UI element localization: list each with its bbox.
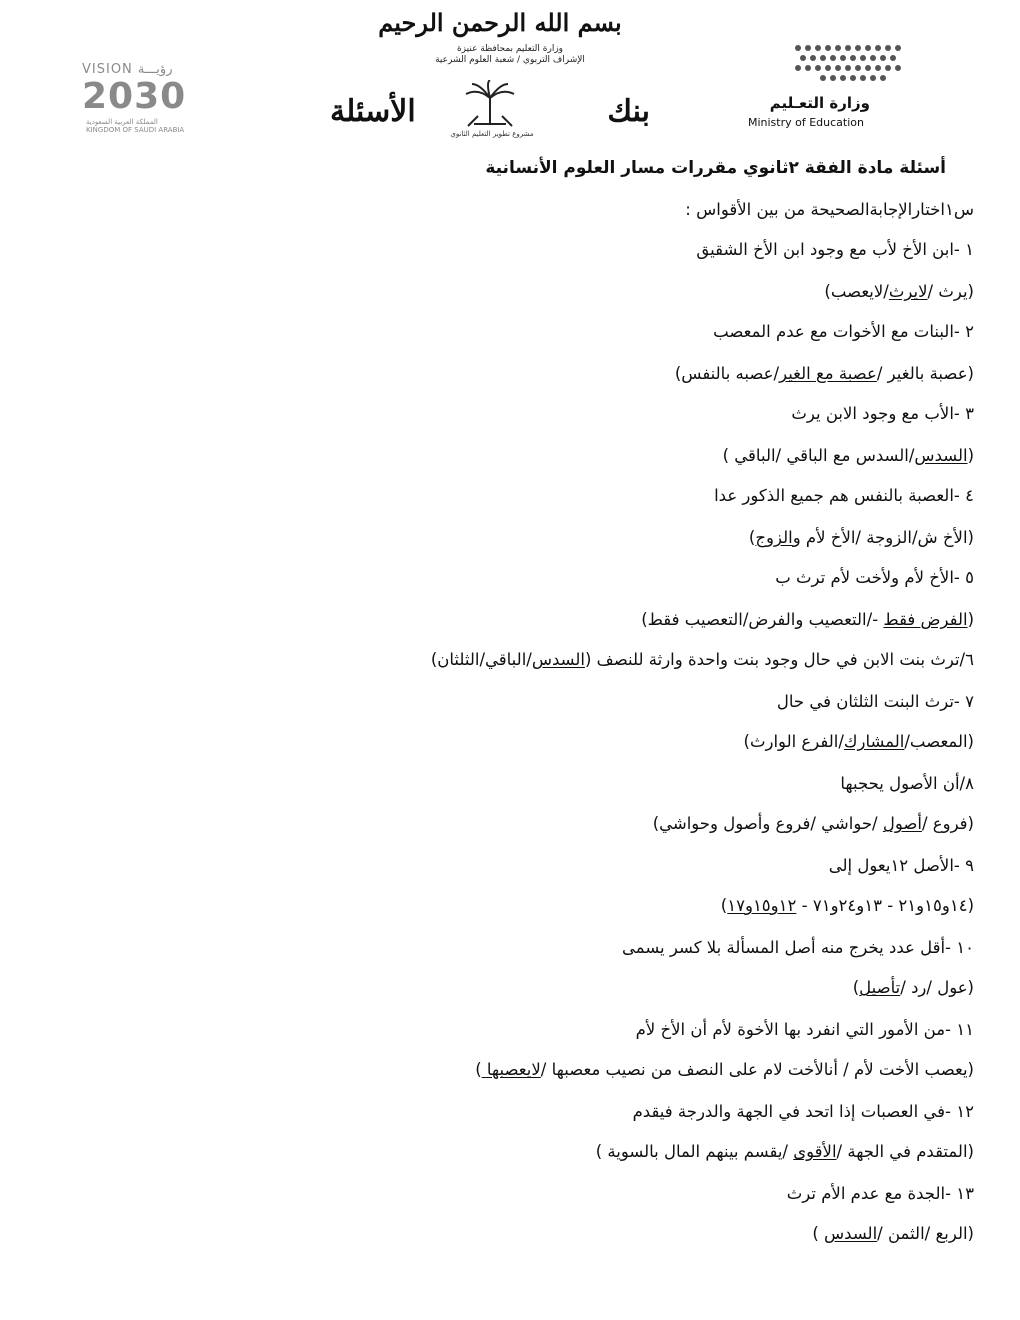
question-line [775, 568, 974, 587]
vision-year: 2030 [82, 76, 187, 117]
correct-answer: السدس [824, 1224, 878, 1243]
line-text: /لايعصب) [824, 282, 889, 301]
basmala: بسم الله الرحمن الرحيم [378, 8, 622, 37]
question-line [791, 404, 974, 423]
correct-answer: الزوج [755, 528, 793, 547]
organization-info [390, 44, 630, 66]
line-text: (المعصب/ [904, 732, 974, 751]
correct-answer: الفرض فقط [883, 610, 968, 629]
vision-country-ar: المملكة العربية السعودية [86, 118, 158, 126]
line-text: ١٠ -أقل عدد يخرج منه أصل المسألة بلا كسر يسمى [622, 938, 974, 957]
question-line [721, 896, 974, 915]
line-text: ٩ -الأصل ١٢يعول إلى [828, 856, 974, 875]
line-text: ) [812, 1224, 825, 1243]
line-text: ١١ -من الأمور التي انفرد بها الأخوة لأم أن الأخ لأم [635, 1020, 974, 1039]
question-line [853, 978, 974, 997]
line-text: ٤ -العصبة بالنفس هم جميع الذكور عدا [714, 486, 974, 505]
line-text: ٣ -الأب مع وجود الابن يرث [791, 404, 974, 423]
correct-answer: المشارك [843, 732, 905, 751]
line-text: -/التعصيب والفرض/التعصيب فقط) [641, 610, 884, 629]
ministry-dots-icon [790, 40, 905, 90]
line-text: س١اختارالإجابةالصحيحة من بين الأقواس : [685, 200, 974, 219]
line-text: (الأخ ش/الزوجة /الأخ لأم و [792, 528, 974, 547]
question-line [723, 446, 974, 465]
question-line [475, 1060, 974, 1079]
line-text: (عصبة بالغير / [876, 364, 974, 383]
question-line [777, 692, 974, 711]
line-text: /السدس مع الباقي /الباقي ) [722, 446, 915, 465]
bank-word: بنك [607, 94, 650, 129]
line-text: ) [720, 896, 728, 915]
line-text: (المتقدم في الجهة / [836, 1142, 974, 1161]
line-text: (يرث / [927, 282, 974, 301]
line-text: ) [852, 978, 860, 997]
project-line: مشروع تطوير التعليم الثانوي [450, 130, 534, 138]
org-line-2: الإشراف التربوي / شعبة العلوم الشرعية [435, 55, 585, 65]
correct-answer: السدس [531, 650, 585, 669]
correct-answer: لايرث [888, 282, 928, 301]
question-line [696, 240, 974, 259]
correct-answer: ١٢و١٥و١٧ [727, 896, 797, 915]
org-line-1: وزارة التعليم بمحافظة عنيزة [456, 44, 564, 54]
correct-answer: أصول [882, 814, 922, 833]
question-line [675, 364, 974, 383]
line-text: ( [967, 610, 974, 629]
line-text: ) [748, 528, 756, 547]
correct-answer: السدس [914, 446, 968, 465]
question-line [714, 486, 974, 505]
ministry-name-arabic: وزارة التعـليم [769, 94, 870, 112]
question-line [812, 1224, 974, 1243]
question-line [744, 732, 974, 751]
line-text: /عصبه بالنفس) [674, 364, 780, 383]
line-text: ) [475, 1060, 482, 1079]
line-text: ١٢ -في العصبات إذا اتحد في الجهة والدرجة فيقدم [632, 1102, 974, 1121]
question-line [636, 1020, 974, 1039]
line-text: ٢ -البنات مع الأخوات مع عدم المعصب [713, 322, 974, 341]
question-line [431, 650, 974, 669]
ministry-logo [730, 40, 910, 135]
document-title: أسئلة مادة الفقة ٢ثانوي مقررات مسار العلوم الأنسانية [485, 158, 946, 178]
question-line [641, 610, 974, 629]
question-bank-logo [330, 80, 650, 150]
palm-tree-icon [460, 80, 520, 128]
line-text: (١٤و١٥و٢١ - ١٣و٢٤و٧١ - [796, 896, 974, 915]
line-text: ٨/أن الأصول يحجبها [840, 774, 974, 793]
question-line [713, 322, 974, 341]
correct-answer: عصبة مع الغير [779, 364, 877, 383]
ministry-name-english: Ministry of Education [747, 116, 864, 129]
line-text: ١ -ابن الأخ لأب مع وجود ابن الأخ الشقيق [696, 240, 974, 259]
question-line [622, 938, 974, 957]
correct-answer: تأصيل [859, 978, 901, 997]
question-line [824, 282, 974, 301]
vision-label: VISION رؤيـــة [82, 62, 173, 77]
line-text: ( [967, 446, 974, 465]
line-text: ٥ -الأخ لأم ولأخت لأم ترث ب [775, 568, 974, 587]
line-text: /يقسم بينهم المال بالسوية ) [595, 1142, 794, 1161]
line-text: /حواشي /فروع وأصول وحواشي) [652, 814, 883, 833]
question-line [787, 1184, 974, 1203]
question-line [840, 774, 974, 793]
line-text: (فروع / [921, 814, 974, 833]
line-text: (عول /رد / [900, 978, 974, 997]
line-text: (الربع /الثمن / [877, 1224, 974, 1243]
line-text: /الباقي/الثلثان) [430, 650, 532, 669]
correct-answer: لايعصبها [481, 1060, 541, 1079]
question-line [596, 1142, 974, 1161]
question-line [633, 1102, 974, 1121]
line-text: ١٣ -الجدة مع عدم الأم ترث [786, 1184, 974, 1203]
correct-answer: الأقوى [793, 1142, 837, 1161]
question-heading [685, 200, 974, 219]
line-text: /الفرع الوارث) [743, 732, 844, 751]
line-text: (يعصب الأخت لأم / أنالأخت لام على النصف من نصيب معصبها / [540, 1060, 974, 1079]
line-text: ٦/ترث بنت الابن في حال وجود بنت واحدة وارثة للنصف ( [584, 650, 974, 669]
line-text: ٧ -ترث البنت الثلثان في حال [776, 692, 974, 711]
question-line [749, 528, 974, 547]
vision-country [86, 118, 184, 134]
question-line [653, 814, 974, 833]
questions-word: الأسئلة [330, 94, 416, 129]
vision-2030-logo [82, 62, 242, 136]
question-line [829, 856, 974, 875]
vision-country-en: KINGDOM OF SAUDI ARABIA [86, 126, 185, 134]
